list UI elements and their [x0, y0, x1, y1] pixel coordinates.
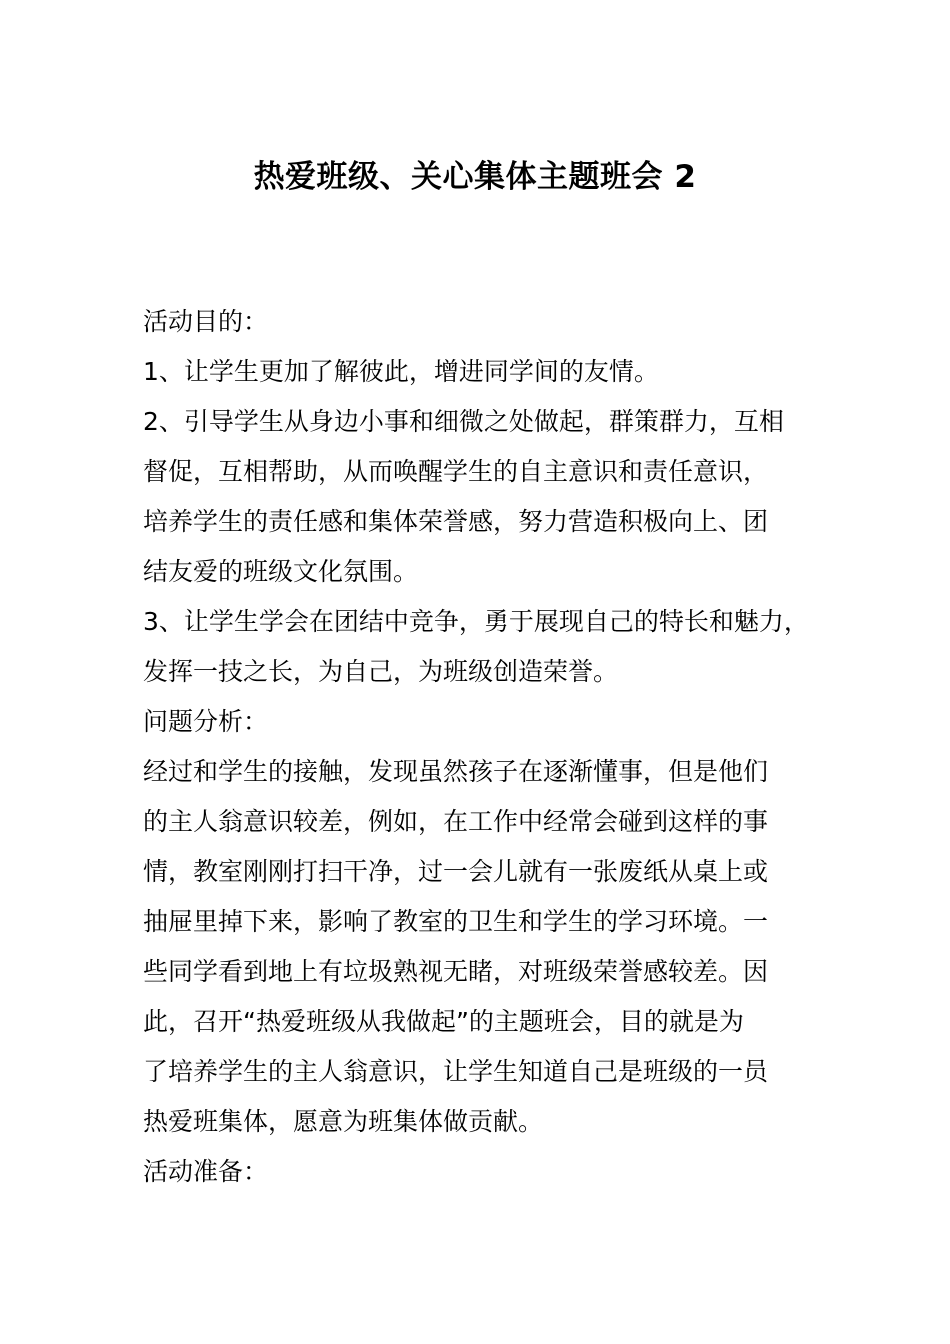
body-line: 结友爱的班级文化氛围。 [143, 557, 419, 586]
body-line: 些同学看到地上有垃圾熟视无睹，对班级荣誉感较差。因 [143, 957, 769, 986]
body-line: 此，召开“热爱班级从我做起”的主题班会，目的就是为 [143, 1007, 744, 1036]
section-heading-activity-goal: 活动目的： [143, 307, 269, 336]
body-line: 抽屉里掉下来，影响了教室的卫生和学生的学习环境。一 [143, 907, 769, 936]
section-heading-problem-analysis: 问题分析： [143, 707, 269, 736]
body-line: 了培养学生的主人翁意识，让学生知道自己是班级的一员 [143, 1057, 769, 1086]
body-line: 培养学生的责任感和集体荣誉感，努力营造积极向上、团 [143, 507, 769, 536]
body-line: 1、让学生更加了解彼此，增进同学间的友情。 [143, 357, 659, 386]
section-heading-activity-preparation: 活动准备： [143, 1157, 269, 1186]
body-line: 的主人翁意识较差，例如，在工作中经常会碰到这样的事 [143, 807, 769, 836]
body-line: 热爱班集体，愿意为班集体做贡献。 [143, 1107, 544, 1136]
body-line: 发挥一技之长，为自己，为班级创造荣誉。 [143, 657, 619, 686]
body-line: 经过和学生的接触，发现虽然孩子在逐渐懂事，但是他们 [143, 757, 769, 786]
body-line: 3、让学生学会在团结中竞争，勇于展现自己的特长和魅力， [143, 607, 809, 636]
document-body [143, 297, 833, 1197]
body-line: 情，教室刚刚打扫干净，过一会儿就有一张废纸从桌上或 [143, 857, 769, 886]
body-line: 督促，互相帮助，从而唤醒学生的自主意识和责任意识， [143, 457, 769, 486]
document-title: 热爱班级、关心集体主题班会 2 [253, 159, 697, 195]
body-line: 2、引导学生从身边小事和细微之处做起，群策群力，互相 [143, 407, 784, 436]
